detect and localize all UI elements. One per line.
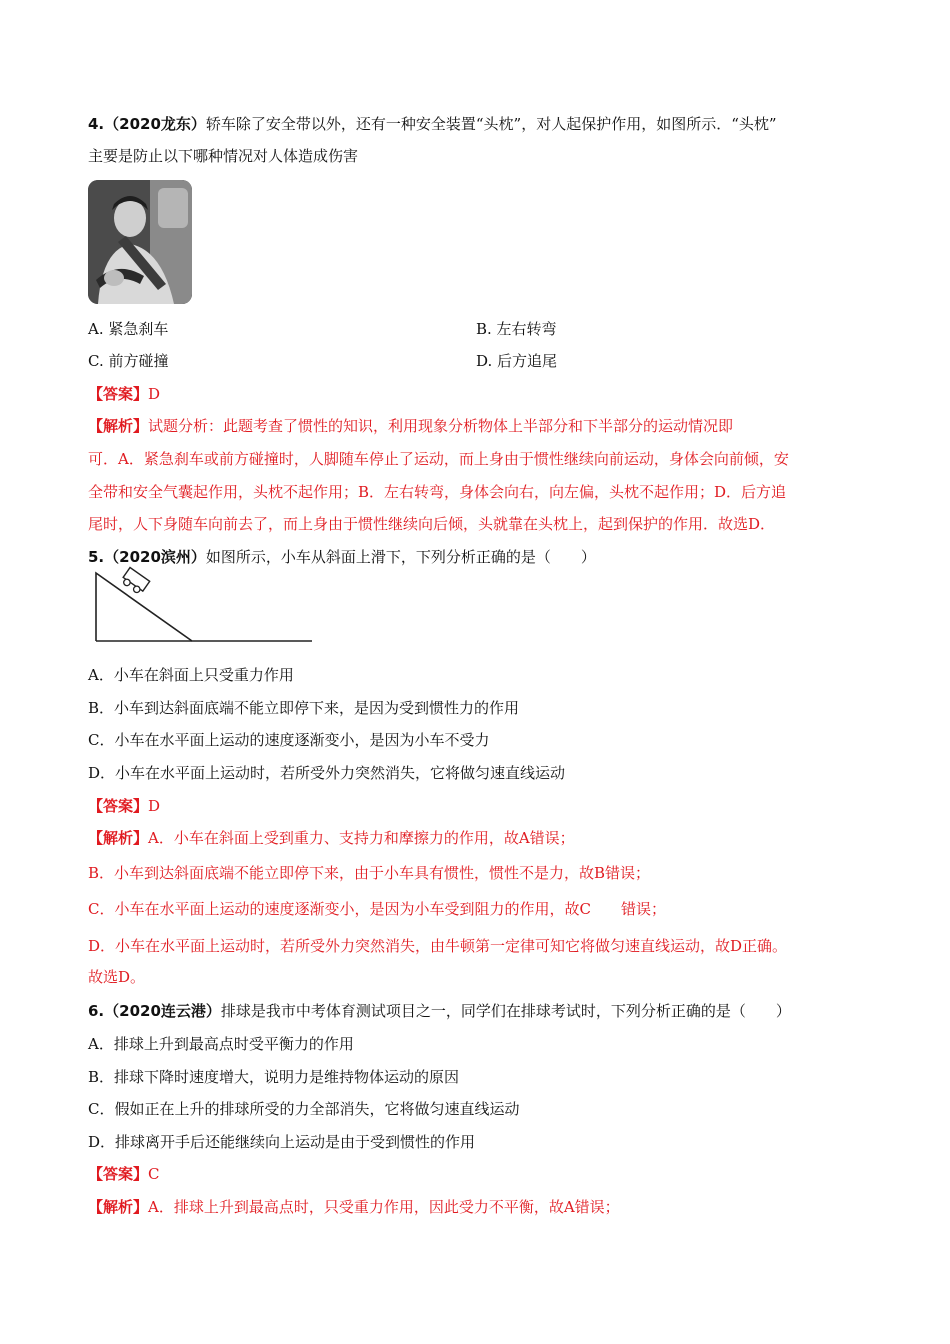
q5-analysis-line-2: B．小车到达斜面底端不能立即停下来，由于小车具有惯性，惯性不是力，故B错误； bbox=[88, 864, 651, 882]
q4-option-a: A. 紧急刹车 bbox=[88, 320, 169, 338]
q5-answer-tag: 【答案】 bbox=[88, 797, 149, 815]
headrest-photo bbox=[88, 180, 192, 304]
q6-analysis-text-1: A．排球上升到最高点时，只受重力作用，因此受力不平衡，故A错误； bbox=[148, 1198, 620, 1216]
q4-answer-value: D bbox=[148, 385, 161, 403]
q5-stem-text: 如图所示，小车从斜面上滑下，下列分析正确的是（ ） bbox=[205, 548, 596, 566]
q4-option-b: B. 左右转弯 bbox=[476, 320, 557, 338]
q4-answer-tag: 【答案】 bbox=[88, 385, 149, 403]
q5-source: （2020滨州） bbox=[104, 548, 206, 566]
q6-source: （2020连云港） bbox=[104, 1002, 221, 1020]
q6-stem bbox=[88, 1000, 890, 1022]
q6-answer-value: C bbox=[148, 1165, 160, 1183]
q6-number: 6. bbox=[88, 1002, 105, 1020]
q4-source: （2020龙东） bbox=[104, 115, 206, 133]
q5-answer bbox=[88, 795, 890, 817]
q6-answer-tag: 【答案】 bbox=[88, 1165, 149, 1183]
q4-analysis-tag: 【解析】 bbox=[88, 417, 149, 435]
q5-analysis-line-5: 故选D。 bbox=[88, 968, 146, 986]
q5-analysis-line-3: C．小车在水平面上运动的速度逐渐变小，是因为小车受到阻力的作用，故C 错误； bbox=[88, 900, 666, 918]
q4-stem-line-2: 主要是防止以下哪种情况对人体造成伤害 bbox=[88, 147, 359, 165]
q4-stem-line-1 bbox=[88, 113, 890, 135]
q6-analysis-tag: 【解析】 bbox=[88, 1198, 149, 1216]
q4-stem-text-1: 轿车除了安全带以外，还有一种安全装置“头枕”，对人起保护作用，如图所示．“头枕” bbox=[205, 115, 777, 133]
q4-analysis-line-4: 尾时，人下身随车向前去了，而上身由于惯性继续向后倾，头就靠在头枕上，起到保护的作用．故选D． bbox=[88, 515, 776, 533]
q5-option-b: B．小车到达斜面底端不能立即停下来，是因为受到惯性力的作用 bbox=[88, 699, 520, 717]
q6-option-b: B．排球下降时速度增大，说明力是维持物体运动的原因 bbox=[88, 1068, 460, 1086]
q4-answer bbox=[88, 383, 890, 405]
q4-analysis-line-3: 全带和安全气囊起作用，头枕不起作用；B．左右转弯，身体会向右，向左偏，头枕不起作用；D．后方追 bbox=[88, 483, 787, 501]
incline-diagram bbox=[92, 565, 318, 651]
q6-option-a: A．排球上升到最高点时受平衡力的作用 bbox=[88, 1035, 354, 1053]
q5-analysis-tag: 【解析】 bbox=[88, 829, 149, 847]
q5-option-a: A．小车在斜面上只受重力作用 bbox=[88, 666, 294, 684]
q4-analysis-line-1 bbox=[88, 415, 890, 437]
q5-option-d: D．小车在水平面上运动时，若所受外力突然消失，它将做匀速直线运动 bbox=[88, 764, 566, 782]
q6-analysis-line-1 bbox=[88, 1196, 890, 1218]
q5-analysis-line-4: D．小车在水平面上运动时，若所受外力突然消失，由牛顿第一定律可知它将做匀速直线运动，故D正确。 bbox=[88, 937, 788, 955]
q5-number: 5. bbox=[88, 548, 105, 566]
q5-answer-value: D bbox=[148, 797, 161, 815]
cart-on-slope-figure bbox=[92, 565, 318, 647]
person-in-car-image bbox=[88, 180, 192, 304]
q4-analysis-line-2: 可．A．紧急刹车或前方碰撞时，人脚随车停止了运动，而上身由于惯性继续向前运动，身体会向前倾，安 bbox=[88, 450, 789, 468]
q4-analysis-text-1: 试题分析：此题考查了惯性的知识，利用现象分析物体上半部分和下半部分的运动情况即 bbox=[148, 417, 734, 435]
q6-option-d: D．排球离开手后还能继续向上运动是由于受到惯性的作用 bbox=[88, 1133, 476, 1151]
q4-option-d: D. 后方追尾 bbox=[476, 352, 558, 370]
q4-option-c: C. 前方碰撞 bbox=[88, 352, 169, 370]
q5-analysis-text-1: A．小车在斜面上受到重力、支持力和摩擦力的作用，故A错误； bbox=[148, 829, 575, 847]
q5-option-c: C．小车在水平面上运动的速度逐渐变小，是因为小车不受力 bbox=[88, 731, 490, 749]
q6-option-c: C．假如正在上升的排球所受的力全部消失，它将做匀速直线运动 bbox=[88, 1100, 520, 1118]
q6-answer bbox=[88, 1163, 890, 1185]
q5-analysis-line-1 bbox=[88, 827, 890, 849]
q4-number: 4. bbox=[88, 115, 105, 133]
q6-stem-text: 排球是我市中考体育测试项目之一，同学们在排球考试时，下列分析正确的是（ ） bbox=[220, 1002, 791, 1020]
